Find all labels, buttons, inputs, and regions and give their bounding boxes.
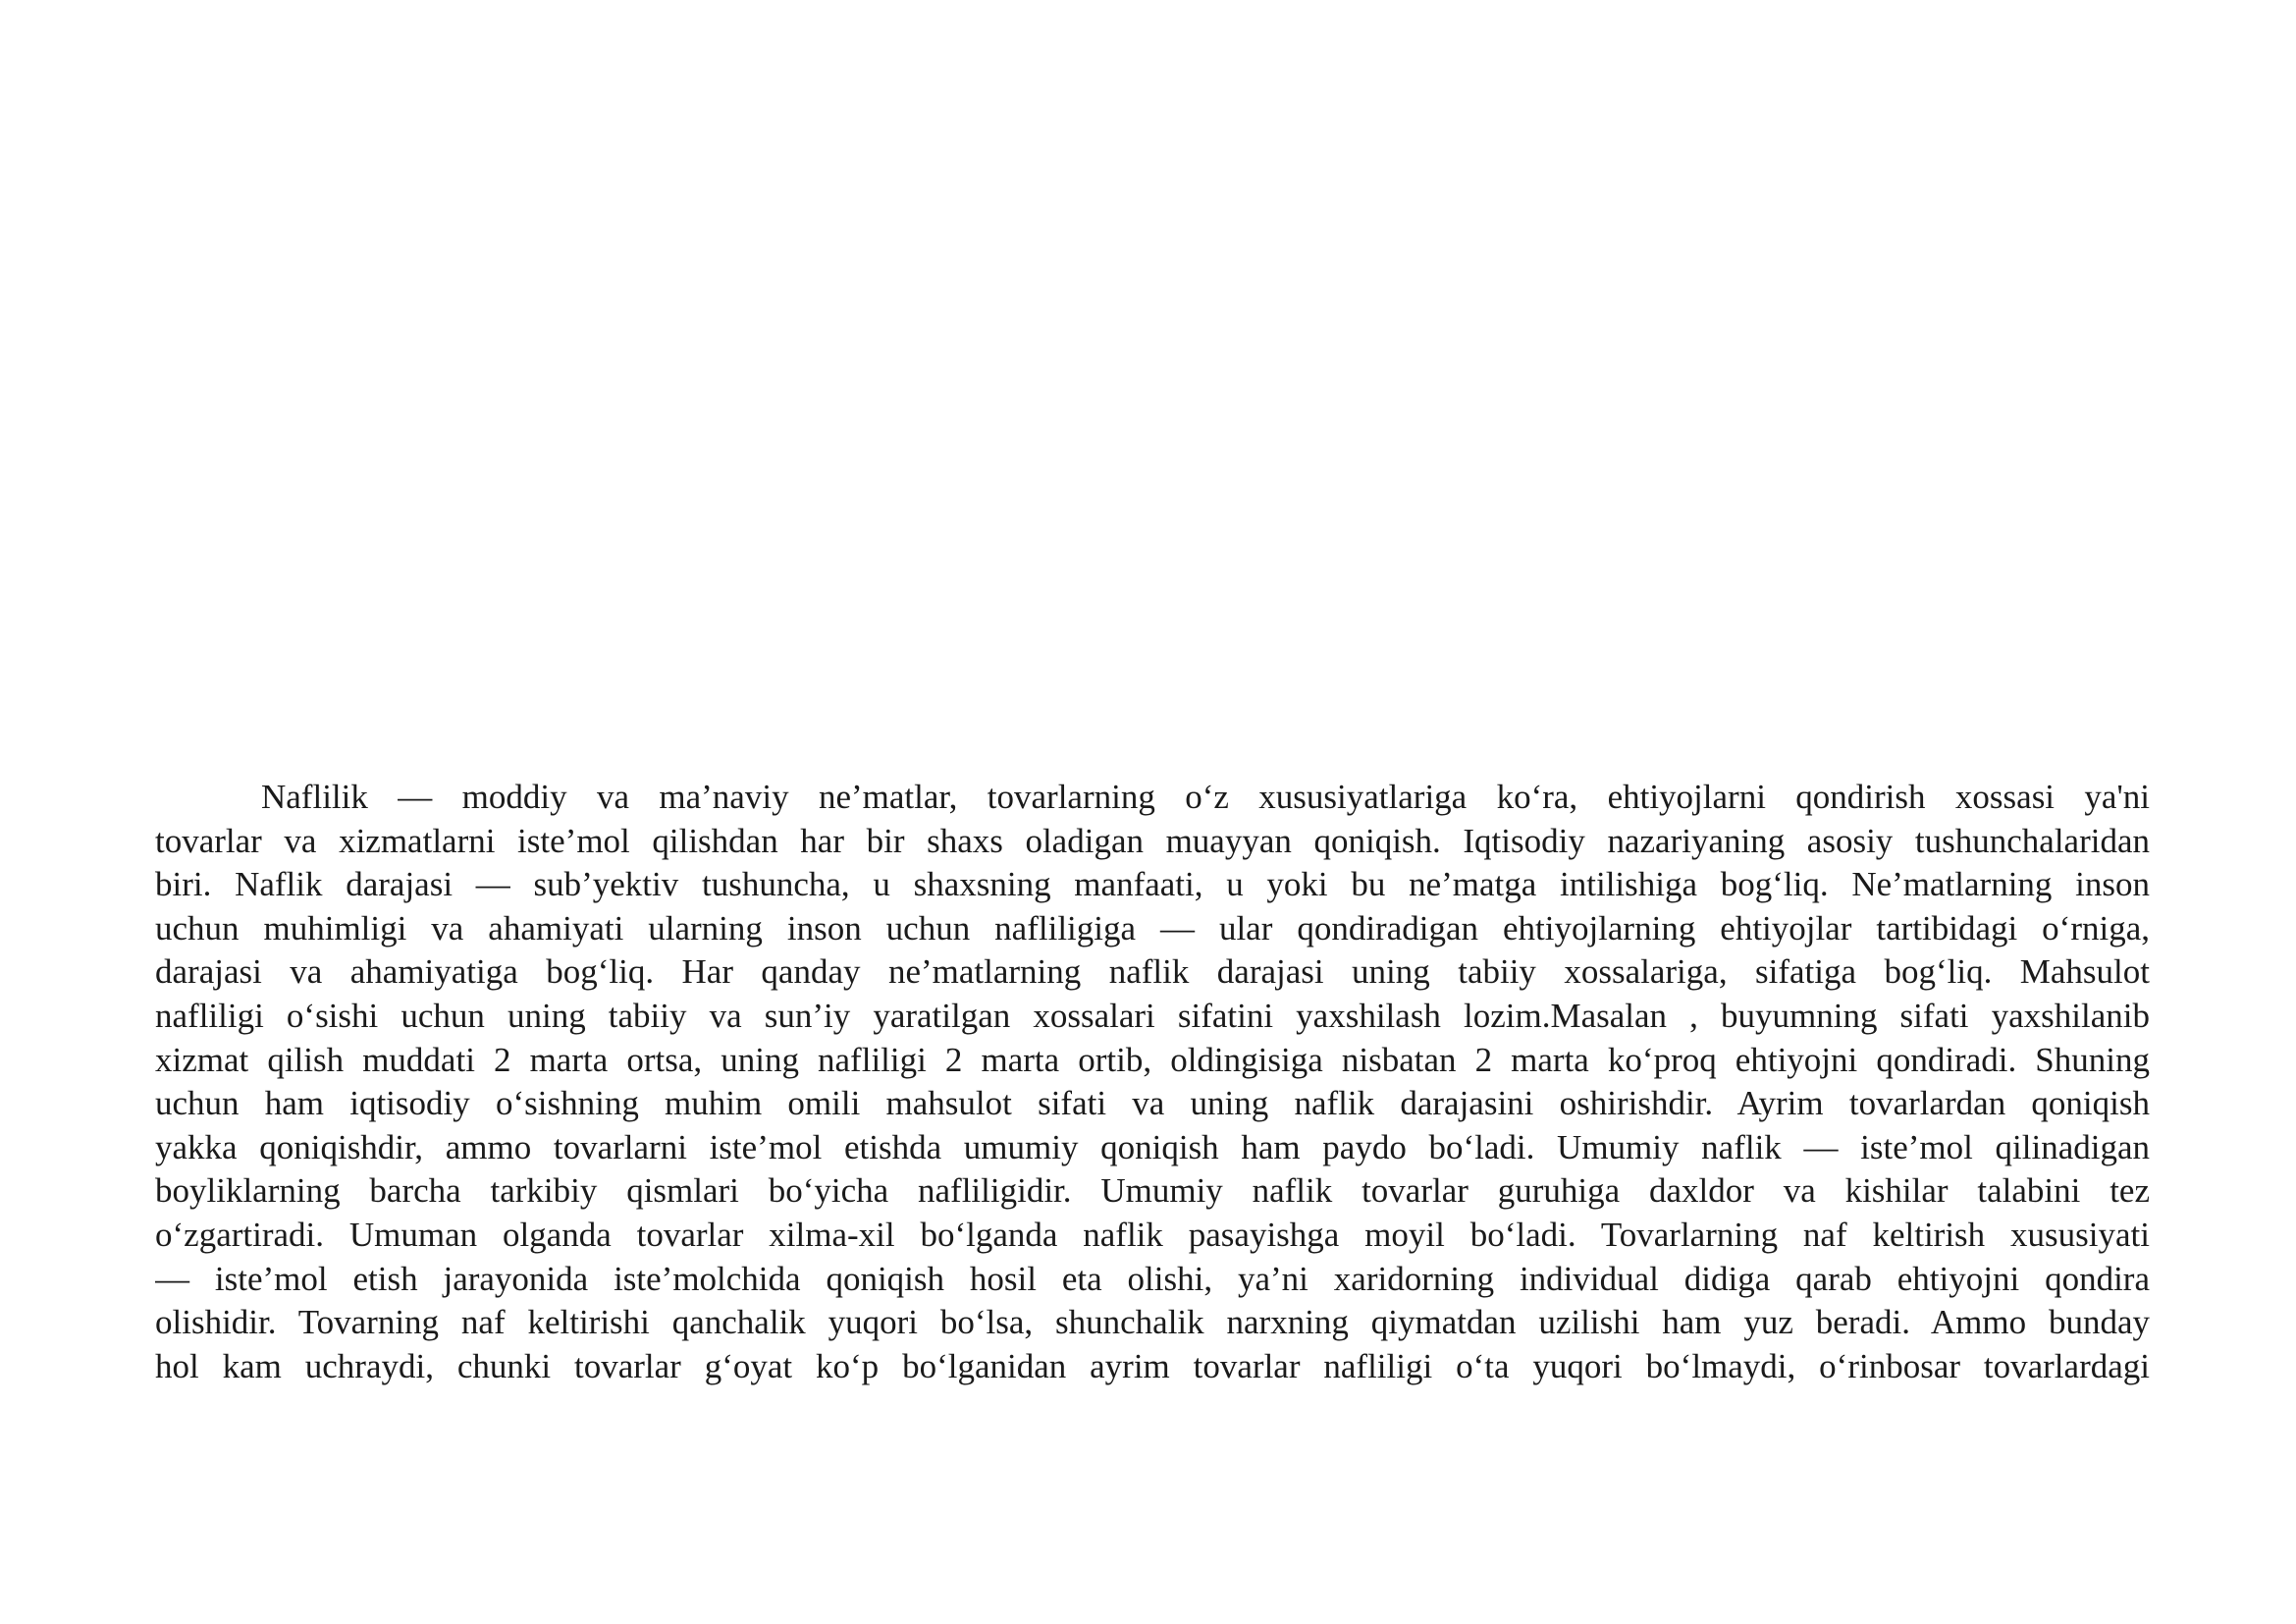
paragraph-line: yakka qoniqishdir, ammo tovarlarni iste’mol etishda umumiy qoniqish ham paydo bo‘ladi. Umumiy naflik — iste’mol qilinadigan [155, 1127, 2150, 1166]
paragraph-line: Naflilik — moddiy va ma’naviy ne’matlar, tovarlarning o‘z xususiyatlariga ko‘ra, ehtiyojlarni qondirish xossasi ya'ni [261, 778, 2150, 816]
paragraph-line: uchun muhimligi va ahamiyati ularning inson uchun nafliligiga — ular qondiradigan ehtiyojlarning ehtiyojlar tartibidagi o‘rniga, [155, 908, 2150, 947]
body-paragraph [155, 776, 2150, 1388]
paragraph-line: o‘zgartiradi. Umuman olganda tovarlar xilma-xil bo‘lganda naflik pasayishga moyil bo‘ladi. Tovarlarning naf keltirish xususiyati [155, 1215, 2150, 1254]
paragraph-line: boyliklarning barcha tarkibiy qismlari bo‘yicha nafliligidir. Umumiy naflik tovarlar guruhiga daxldor va kishilar talabini tez [155, 1171, 2150, 1211]
paragraph-line: darajasi va ahamiyatiga bog‘liq. Har qanday ne’matlarning naflik darajasi uning tabiiy xossalariga, sifatiga bog‘liq. Mahsulot [155, 952, 2150, 992]
paragraph-line: — iste’mol etish jarayonida iste’molchida qoniqish hosil eta olishi, ya’ni xaridorning individual didiga qarab ehtiyojni qondira [155, 1259, 2150, 1298]
paragraph-line: xizmat qilish muddati 2 marta ortsa, uning nafliligi 2 marta ortib, oldingisiga nisbatan 2 marta ko‘proq ehtiyojni qondiradi. Shuning [155, 1040, 2150, 1079]
paragraph-line: tovarlar va xizmatlarni iste’mol qilishdan har bir shaxs oladigan muayyan qoniqish. Iqtisodiy nazariyaning asosiy tushunchalaridan [155, 821, 2150, 860]
paragraph-line: hol kam uchraydi, chunki tovarlar g‘oyat ko‘p bo‘lganidan ayrim tovarlar nafliligi o‘ta yuqori bo‘lmaydi, o‘rinbosar tovarlardagi [155, 1346, 2150, 1385]
paragraph-line: biri. Naflik darajasi — sub’yektiv tushuncha, u shaxsning manfaati, u yoki bu ne’matga intilishiga bog‘liq. Ne’matlarning inson [155, 865, 2150, 904]
paragraph-line: nafliligi o‘sishi uchun uning tabiiy va sun’iy yaratilgan xossalari sifatini yaxshilash lozim.Masalan , buyumning sifati yaxshilanib [155, 996, 2150, 1035]
paragraph-line: uchun ham iqtisodiy o‘sishning muhim omili mahsulot sifati va uning naflik darajasini oshirishdir. Ayrim tovarlardan qoniqish [155, 1084, 2150, 1123]
paragraph-line: olishidir. Tovarning naf keltirishi qanchalik yuqori bo‘lsa, shunchalik narxning qiymatdan uzilishi ham yuz beradi. Ammo bunday [155, 1303, 2150, 1342]
